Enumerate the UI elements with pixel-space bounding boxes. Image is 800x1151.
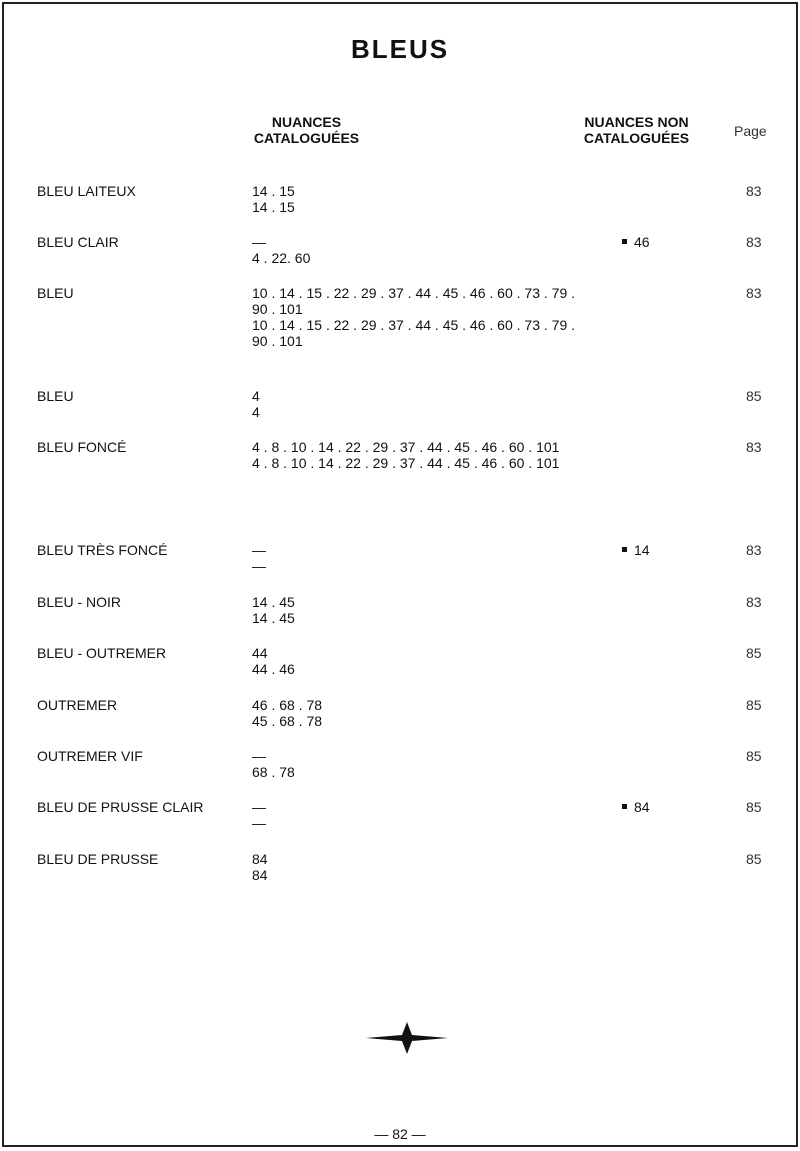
catalogued-line-2: 4 . 22. 60 [252,250,311,266]
page-title: BLEUS [350,34,450,64]
catalogued-line-2: 14 . 45 [252,610,295,626]
catalogued-values [252,645,592,677]
non-catalogued-value [622,234,650,250]
page-number: 85 [746,645,762,661]
catalogued-values [252,388,592,420]
catalogued-line-1: — [252,542,266,558]
catalogued-line-1: 14 . 15 [252,183,295,199]
page-number: 83 [746,285,762,301]
page-number: 85 [746,851,762,867]
shade-name: BLEU CLAIR [37,234,119,250]
page-folio: — 82 — [374,1126,426,1142]
non-catalogued-text: 84 [634,799,650,815]
catalogued-line-1: 10 . 14 . 15 . 22 . 29 . 37 . 44 . 45 . 46 . 60 . 73 . 79 . 90 . 101 [252,285,576,317]
catalogued-values [252,439,592,471]
shade-name: BLEU [37,388,74,404]
catalogued-values [252,851,592,883]
page-number: 85 [746,799,762,815]
catalogued-values [252,697,592,729]
page-number: 85 [746,388,762,404]
catalogued-line-1: — [252,799,266,815]
header-non-catalogued: NUANCES NON CATALOGUÉES [583,114,690,146]
shade-name: BLEU DE PRUSSE [37,851,159,867]
catalogued-line-1: 84 [252,851,268,867]
catalogued-line-1: 4 [252,388,260,404]
catalogued-values [252,234,592,266]
page-number: 83 [746,594,762,610]
shade-name: BLEU LAITEUX [37,183,136,199]
non-catalogued-value [622,542,650,558]
page-number: 85 [746,697,762,713]
catalogued-line-2: 84 [252,867,268,883]
catalogued-line-2: 68 . 78 [252,764,295,780]
shade-name: OUTREMER VIF [37,748,143,764]
shade-name: BLEU FONCÉ [37,439,127,455]
non-catalogued-text: 14 [634,542,650,558]
non-catalogued-value [622,799,650,815]
catalogued-line-1: 14 . 45 [252,594,295,610]
page-number: 83 [746,542,762,558]
page-number: 85 [746,748,762,764]
catalogued-line-2: 45 . 68 . 78 [252,713,323,729]
catalogued-line-1: — [252,234,266,250]
shade-name: BLEU TRÈS FONCÉ [37,542,168,558]
header-catalogued: NUANCES CATALOGUÉES [253,114,360,146]
square-bullet-icon [622,547,627,552]
shade-name: BLEU DE PRUSSE CLAIR [37,799,204,815]
catalogued-values [252,748,592,780]
catalogued-line-1: 44 [252,645,268,661]
catalogued-line-2: 14 . 15 [252,199,295,215]
catalogued-values [252,594,592,626]
shade-name: BLEU [37,285,74,301]
catalogued-line-2: — [252,558,266,574]
catalogued-line-2: 44 . 46 [252,661,295,677]
page-number: 83 [746,183,762,199]
non-catalogued-text: 46 [634,234,650,250]
four-point-star-ornament-icon [366,1022,448,1054]
catalogued-values [252,285,592,349]
catalogued-values [252,799,592,831]
header-page: Page [734,123,767,139]
catalogued-line-2: — [252,815,266,831]
page-number: 83 [746,439,762,455]
shade-name: BLEU - NOIR [37,594,122,610]
square-bullet-icon [622,804,627,809]
catalogued-values [252,542,592,574]
catalogued-line-2: 10 . 14 . 15 . 22 . 29 . 37 . 44 . 45 . 46 . 60 . 73 . 79 . 90 . 101 [252,317,576,349]
catalogued-line-1: — [252,748,266,764]
document-page [2,2,798,1147]
shade-name: OUTREMER [37,697,118,713]
shade-name: BLEU - OUTREMER [37,645,167,661]
catalogued-values [252,183,592,215]
catalogued-line-1: 4 . 8 . 10 . 14 . 22 . 29 . 37 . 44 . 45 . 46 . 60 . 101 [252,439,560,455]
catalogued-line-1: 46 . 68 . 78 [252,697,323,713]
square-bullet-icon [622,239,627,244]
catalogued-line-2: 4 [252,404,260,420]
catalogued-line-2: 4 . 8 . 10 . 14 . 22 . 29 . 37 . 44 . 45 . 46 . 60 . 101 [252,455,560,471]
page-number: 83 [746,234,762,250]
